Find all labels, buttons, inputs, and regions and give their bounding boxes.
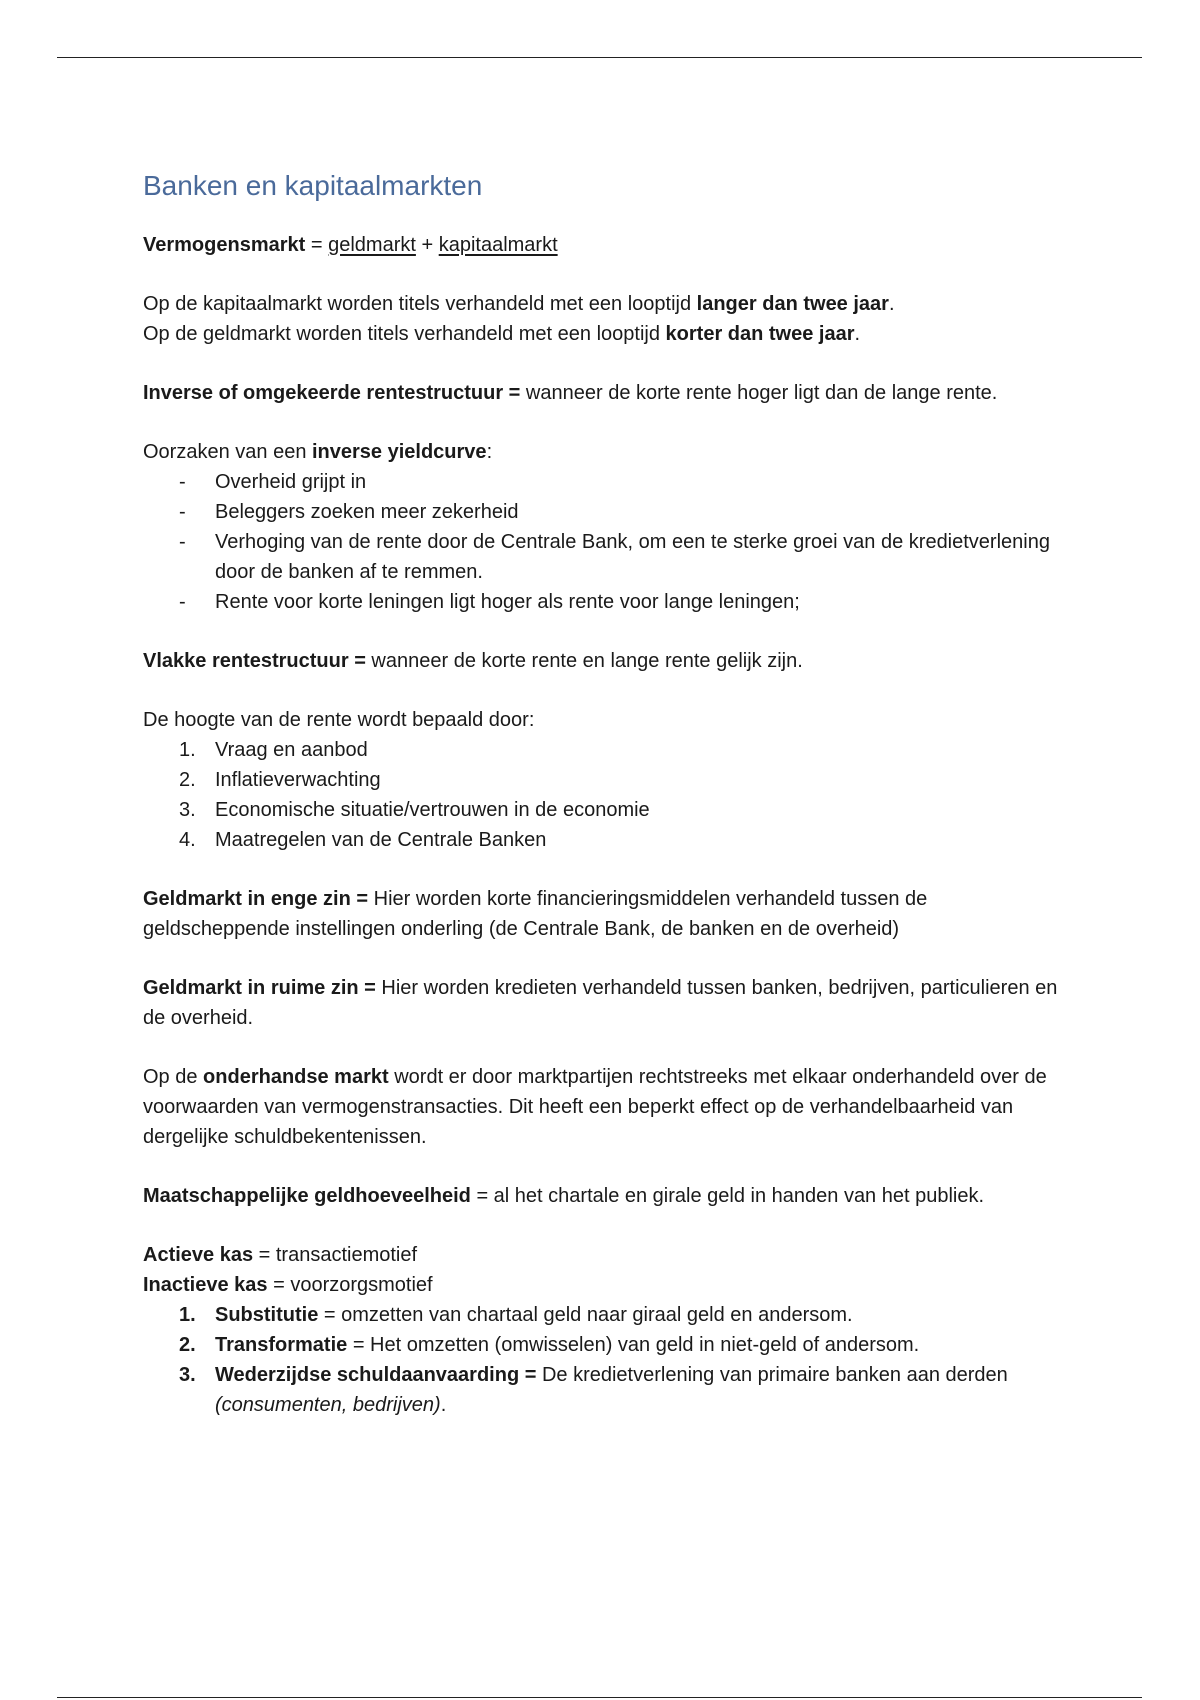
list-item: 4. Maatregelen van de Centrale Banken [179, 829, 547, 851]
onderhandse-paragraph: Op de onderhandse markt wordt er door marktpartijen rechtstreeks met elkaar onderhandeld over de voorwaarden van vermogenstransacties. Dit heeft een beperkt effect op de verhandelbaarheid van dergelijke schuldbekentenissen. [143, 1066, 1047, 1148]
geldmarkt-ruime-definition: Geldmarkt in ruime zin = Hier worden kredieten verhandeld tussen banken, bedrijven, particulieren en de overheid. [143, 977, 1058, 1029]
footer-rule [57, 1697, 1142, 1698]
looptijd-paragraph: Op de kapitaalmarkt worden titels verhandeld met een looptijd langer dan twee jaar. Op de geldmarkt worden titels verhandeld met een looptijd korter dan twee jaar. [143, 293, 895, 345]
kas-paragraph: Actieve kas = transactiemotief Inactieve kas = voorzorgsmotief [143, 1244, 433, 1296]
geldhoeveelheid-definition: Maatschappelijke geldhoeveelheid = al het chartale en girale geld in handen van het publiek. [143, 1185, 985, 1207]
list-item: - Beleggers zoeken meer zekerheid [179, 501, 519, 523]
list-item: - Rente voor korte leningen ligt hoger als rente voor lange leningen; [179, 591, 800, 613]
inverse-definition: Inverse of omgekeerde rentestructuur = wanneer de korte rente hoger ligt dan de lange rente. [143, 382, 998, 404]
list-item: 3. Wederzijdse schuldaanvaarding = De kredietverlening van primaire banken aan derden (consumenten, bedrijven). [179, 1364, 1008, 1416]
hoogte-intro: De hoogte van de rente wordt bepaald door: [143, 709, 535, 731]
oorzaken-list [143, 467, 1073, 617]
vlakke-definition: Vlakke rentestructuur = wanneer de korte rente en lange rente gelijk zijn. [143, 650, 803, 672]
vermogensmarkt-definition: Vermogensmarkt = geldmarkt + kapitaalmarkt [143, 234, 558, 256]
list-item: 1. Substitutie = omzetten van chartaal geld naar giraal geld en andersom. [179, 1304, 853, 1326]
document-body [143, 168, 1073, 1449]
list-item: - Verhoging van de rente door de Centrale Bank, om een te sterke groei van de kredietverlening door de banken af te remmen. [179, 531, 1050, 583]
oorzaken-intro: Oorzaken van een inverse yieldcurve: [143, 441, 493, 463]
list-item: - Overheid grijpt in [179, 471, 367, 493]
hoogte-list [143, 735, 1073, 855]
list-item: 2. Inflatieverwachting [179, 769, 381, 791]
header-rule [57, 57, 1142, 58]
list-item: 1. Vraag en aanbod [179, 739, 368, 761]
geldmarkt-enge-definition: Geldmarkt in enge zin = Hier worden korte financieringsmiddelen verhandeld tussen de geldscheppende instellingen onderling (de Centrale Bank, de banken en de overheid) [143, 888, 928, 940]
list-item: 2. Transformatie = Het omzetten (omwisselen) van geld in niet-geld of andersom. [179, 1334, 920, 1356]
functies-list [143, 1300, 1073, 1420]
page-title: Banken en kapitaalmarkten [143, 170, 483, 201]
list-item: 3. Economische situatie/vertrouwen in de economie [179, 799, 650, 821]
